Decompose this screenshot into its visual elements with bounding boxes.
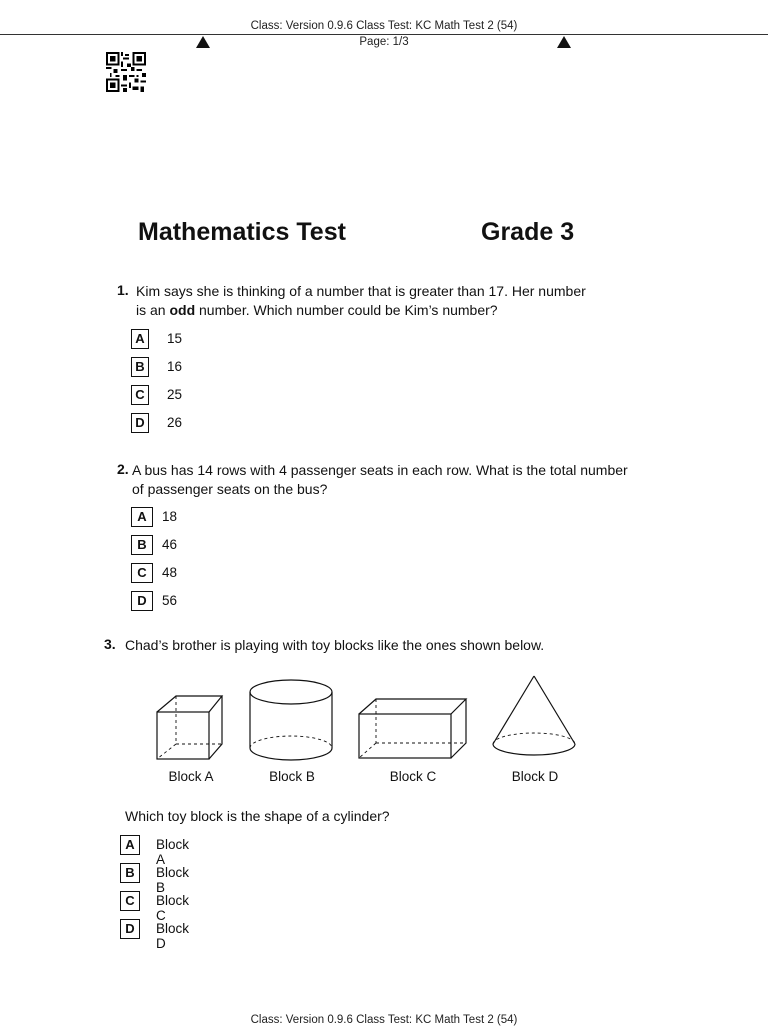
option-letter-box: D <box>131 591 153 611</box>
question-2-line-1: A bus has 14 rows with 4 passenger seats in each row. What is the total number <box>132 462 628 478</box>
option-text: 48 <box>162 565 178 580</box>
question-2-number: 2. <box>117 461 129 477</box>
option-text: 16 <box>167 359 183 374</box>
block-b-caption: Block B <box>269 769 315 784</box>
question-1-line-2 <box>136 301 676 320</box>
question-1-line-2-end: number. Which number could be Kim’s number? <box>195 302 498 318</box>
question-1-text <box>136 282 676 320</box>
option-text: 46 <box>162 537 178 552</box>
option-letter-box: A <box>131 329 149 349</box>
option-text: 18 <box>162 509 178 524</box>
cylinder-icon <box>250 680 332 760</box>
test-title: Mathematics Test <box>138 218 346 246</box>
block-a-caption: Block A <box>168 769 214 784</box>
option-letter-box: C <box>131 385 149 405</box>
registration-marker-right-icon <box>557 36 571 48</box>
option-letter-box: C <box>120 891 140 911</box>
option-letter-box: A <box>120 835 140 855</box>
question-3-text: Chad’s brother is playing with toy blocks like the ones shown below. <box>125 637 545 653</box>
option-text: 26 <box>167 415 183 430</box>
cube-icon <box>157 696 222 759</box>
option-letter-box: B <box>131 357 149 377</box>
option-text: Block C <box>156 893 190 923</box>
option-letter-box: D <box>131 413 149 433</box>
toy-blocks-figure <box>150 672 590 764</box>
registration-marker-left-icon <box>196 36 210 48</box>
option-letter-box: A <box>131 507 153 527</box>
question-1-emphasis: odd <box>169 302 196 318</box>
question-1-line-2-start: is an <box>136 302 170 318</box>
question-3-number: 3. <box>104 636 116 652</box>
block-d-caption: Block D <box>511 769 559 784</box>
option-letter-box: B <box>131 535 153 555</box>
option-text: Block B <box>156 865 190 895</box>
header-class-info: Class: Version 0.9.6 Class Test: KC Math Test 2 (54) <box>250 20 518 32</box>
option-text: 15 <box>167 331 183 346</box>
question-1-number: 1. <box>117 282 129 298</box>
option-text: Block D <box>156 921 190 951</box>
question-3-prompt: Which toy block is the shape of a cylinder? <box>125 808 390 824</box>
question-2-line-2: of passenger seats on the bus? <box>132 481 328 497</box>
cone-icon <box>493 676 575 755</box>
grade-title: Grade 3 <box>481 218 575 246</box>
question-2-text <box>132 461 692 499</box>
option-text: 56 <box>162 593 178 608</box>
option-text: Block A <box>156 837 190 867</box>
option-letter-box: B <box>120 863 140 883</box>
option-text: 25 <box>167 387 183 402</box>
option-letter-box: C <box>131 563 153 583</box>
block-c-caption: Block C <box>389 769 437 784</box>
header-rule <box>0 34 768 35</box>
footer-class-info: Class: Version 0.9.6 Class Test: KC Math Test 2 (54) <box>250 1014 518 1026</box>
rectangular-prism-icon <box>359 699 466 758</box>
question-1-line-1: Kim says she is thinking of a number that is greater than 17. Her number <box>136 283 586 299</box>
option-letter-box: D <box>120 919 140 939</box>
qr-code-icon <box>106 52 146 92</box>
header-page-number: Page: 1/3 <box>359 36 409 48</box>
